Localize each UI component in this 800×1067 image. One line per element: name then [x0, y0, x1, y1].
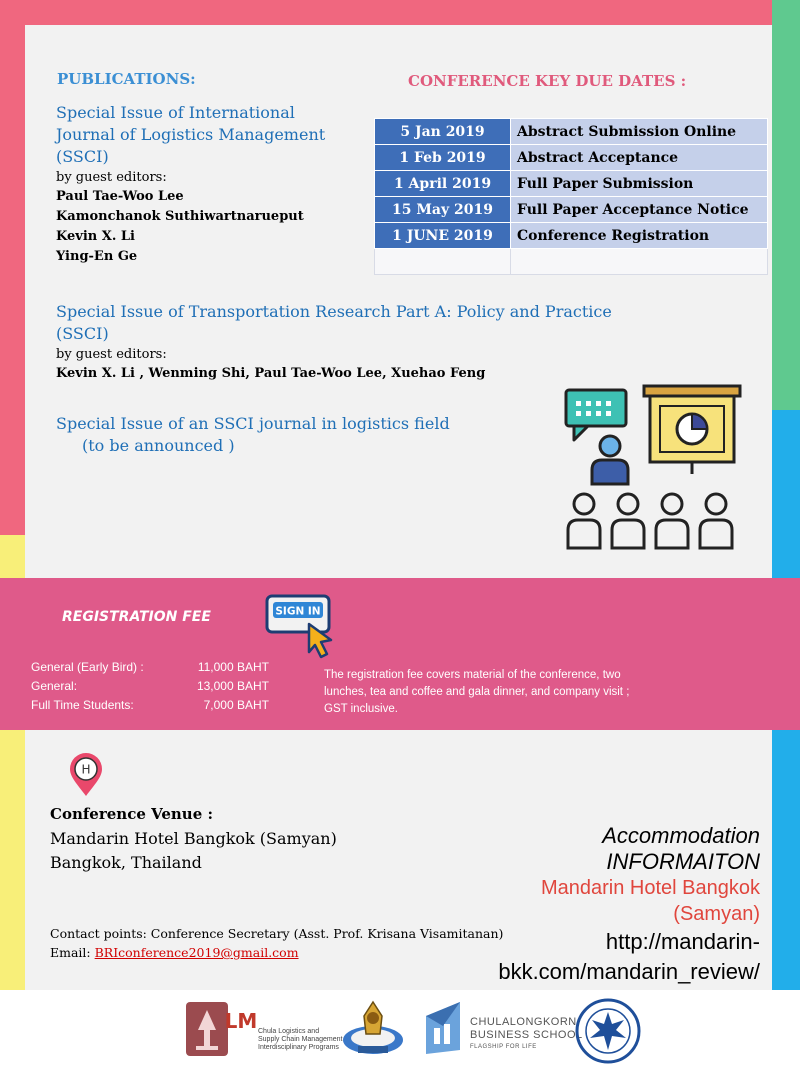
table-row [375, 145, 768, 171]
cbs-text [470, 1016, 583, 1052]
list-item [31, 658, 269, 677]
fee-label: Full Time Students: [31, 698, 134, 712]
registration-note-line: GST inclusive. [324, 703, 398, 715]
issue-1-title-line-2: Journal of Logistics Management [56, 125, 326, 144]
registration-note-line: The registration fee covers material of the conference, two [324, 669, 621, 681]
frame-top-bar [0, 0, 772, 25]
contact-email-line [50, 945, 299, 960]
cbs-line: BUSINESS SCHOOL [470, 1029, 583, 1041]
fee-amount: 7,000 BAHT [203, 698, 269, 712]
issue-1-by: by guest editors: [56, 170, 167, 185]
venue-line: Mandarin Hotel Bangkok (Samyan) [50, 829, 337, 848]
frame-right-blue [772, 410, 800, 578]
issue-1-editor: Ying-En Ge [56, 249, 138, 264]
sign-in-icon [265, 594, 337, 660]
list-item [31, 696, 269, 715]
venue-line: Bangkok, Thailand [50, 853, 202, 872]
event-cell: Full Paper Submission [511, 171, 768, 197]
issue-1-editor: Kevin X. Li [56, 229, 135, 244]
issue-2-editors: Kevin X. Li , Wenming Shi, Paul Tae-Woo Lee, Xuehao Feng [56, 366, 486, 381]
empty-cell [375, 249, 511, 275]
key-dates-heading: CONFERENCE KEY DUE DATES : [408, 72, 687, 90]
issue-1-editor: Kamonchanok Suthiwartnarueput [56, 209, 304, 224]
chula-logistics-line: Chula Logistics and [258, 1028, 320, 1035]
table-row [375, 223, 768, 249]
date-cell: 1 April 2019 [375, 171, 511, 197]
publications-heading: PUBLICATIONS: [57, 70, 196, 88]
issue-2-title-line-2: (SSCI) [56, 324, 109, 343]
fee-amount: 11,000 BAHT [197, 660, 269, 674]
event-cell: Full Paper Acceptance Notice [511, 197, 768, 223]
event-cell: Abstract Acceptance [511, 145, 768, 171]
fee-label: General (Early Bird) : [31, 660, 144, 674]
frame-right-blue-lower [772, 730, 800, 990]
issue-3-title-line-2: (to be announced ) [82, 436, 235, 455]
fee-amount: 13,000 BAHT [196, 679, 269, 693]
issue-1-title-line-3: (SSCI) [56, 147, 109, 166]
accommodation-url[interactable]: http://mandarin- [605, 929, 760, 954]
frame-right-green [772, 0, 800, 410]
chula-logistics-line: Interdisciplinary Programs [258, 1044, 339, 1051]
chula-logistics-logo-icon [186, 1002, 258, 1058]
issue-1-title-line-1: Special Issue of International [56, 103, 295, 122]
venue-heading: Conference Venue : [50, 805, 214, 823]
chula-logistics-text [258, 1028, 342, 1052]
email-label: Email: [50, 945, 95, 960]
registration-heading: REGISTRATION FEE [62, 609, 211, 625]
sign-in-label: SIGN IN [275, 605, 321, 618]
accommodation-hotel: Mandarin Hotel Bangkok [540, 877, 760, 899]
svg-text:LM: LM [224, 1009, 258, 1033]
map-pin-icon [67, 752, 105, 798]
frame-left-bar [0, 0, 25, 535]
issue-3-title-line-1: Special Issue of an SSCI journal in logistics field [56, 414, 450, 433]
frame-left-yellow [0, 535, 25, 580]
table-row [375, 119, 768, 145]
publication-issue-1 [56, 102, 325, 267]
accommodation-title: Accommodation [602, 823, 760, 848]
event-cell: Abstract Submission Online [511, 119, 768, 145]
event-cell: Conference Registration [511, 223, 768, 249]
accommodation-title: INFORMAITON [606, 849, 760, 874]
publication-issue-2 [56, 301, 612, 384]
date-cell: 1 Feb 2019 [375, 145, 511, 171]
university-emblem-icon [340, 996, 406, 1058]
table-row-empty [375, 249, 768, 275]
chula-logistics-line: Supply Chain Management [258, 1036, 343, 1043]
table-row [375, 197, 768, 223]
registration-note [324, 667, 724, 718]
cbs-line: CHULALONGKORN [470, 1016, 577, 1028]
list-item [31, 677, 269, 696]
issue-2-title-line-1: Special Issue of Transportation Research Part A: Policy and Practice [56, 302, 612, 321]
email-link[interactable]: BRIconference2019@gmail.com [94, 945, 299, 960]
registration-note-line: lunches, tea and coffee and gala dinner, and company visit ; [324, 686, 630, 698]
issue-1-editor: Paul Tae-Woo Lee [56, 189, 184, 204]
zhejiang-university-emblem-icon [574, 998, 642, 1064]
date-cell: 5 Jan 2019 [375, 119, 511, 145]
fee-label: General: [31, 679, 78, 693]
cbs-line: FLAGSHIP FOR LIFE [470, 1044, 537, 1050]
issue-2-by: by guest editors: [56, 347, 167, 362]
accommodation-url[interactable]: bkk.com/mandarin_review/ [498, 959, 760, 984]
presentation-icon [562, 384, 748, 552]
date-cell: 15 May 2019 [375, 197, 511, 223]
contact-line: Contact points: Conference Secretary (Asst. Prof. Krisana Visamitanan) [50, 926, 504, 941]
pin-letter: H [81, 762, 91, 777]
publication-issue-3 [56, 413, 450, 457]
table-row [375, 171, 768, 197]
key-dates-table [374, 118, 768, 275]
chulalongkorn-business-school-icon [420, 1000, 466, 1056]
accommodation-hotel: (Samyan) [673, 903, 760, 925]
fee-list [31, 658, 269, 715]
accommodation-block [498, 823, 760, 987]
date-cell: 1 JUNE 2019 [375, 223, 511, 249]
empty-cell [511, 249, 768, 275]
frame-left-yellow-lower [0, 730, 25, 990]
